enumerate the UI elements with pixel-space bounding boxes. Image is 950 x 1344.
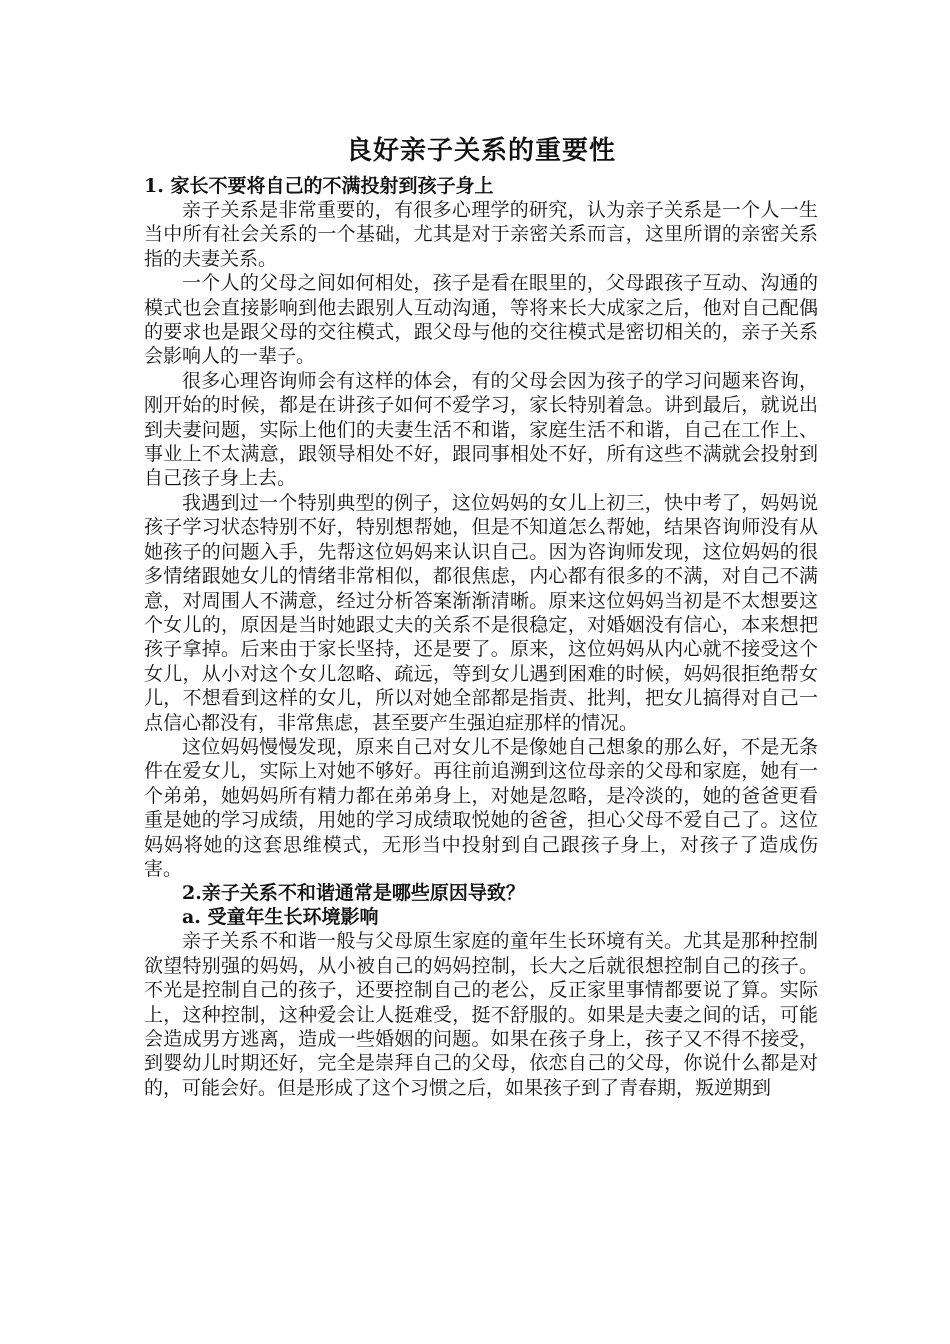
document-title: 良好亲子关系的重要性 — [345, 136, 616, 166]
section-1-paragraph-2: 一个人的父母之间如何相处，孩子是看在眼里的，父母跟孩子互动、沟通的模式也会直接影响到他去跟别人互动沟通，等将来长大成家之后，他对自己配偶的要求也是跟父母的交往模式，跟父母与他的交往模式是密切相关的，亲子关系会影响人的一辈子。 — [144, 272, 818, 368]
section-2-paragraph-1: 亲子关系不和谐一般与父母原生家庭的童年生长环境有关。尤其是那种控制欲望特别强的妈妈，从小被自己的妈妈控制，长大之后就很想控制自己的孩子。不光是控制自己的孩子，还要控制自己的老公，反正家里事情都要说了算。实际上，这种控制，这种爱会让人挺难受，挺不舒服的。如果是夫妻之间的话，可能会造成男方逃离，造成一些婚姻的问题。如果在孩子身上，孩子又不得不接受，到婴幼儿时期还好，完全是崇拜自己的父母，依恋自己的父母，你说什么都是对的，可能会好。但是形成了这个习惯之后，如果孩子到了青春期，叛逆期到 — [144, 930, 818, 1099]
section-1-paragraph-3: 很多心理咨询师会有这样的体会，有的父母会因为孩子的学习问题来咨询，刚开始的时候，都是在讲孩子如何不爱学习，家长特别着急。讲到最后，就说出到夫妻问题，实际上他们的夫妻生活不和谐，家庭生活不和谐，自己在工作上、事业上不太满意，跟领导相处不好，跟同事相处不好，所有这些不满就会投射到自己孩子身上去。 — [144, 369, 818, 490]
section-1-paragraph-5: 这位妈妈慢慢发现，原来自己对女儿不是像她自己想象的那么好，不是无条件在爱女儿，实际上对她不够好。再往前追溯到这位母亲的父母和家庭，她有一个弟弟，她妈妈所有精力都在弟弟身上，对她是忽略，是冷淡的，她的爸爸更看重是她的学习成绩，用她的学习成绩取悦她的爸爸，担心父母不爱自己了。这位妈妈将她的这套思维模式，无形当中投射到自己跟孩子身上，对孩子了造成伤害。 — [144, 735, 818, 880]
document-page — [144, 128, 818, 1100]
section-1-paragraph-1: 亲子关系是非常重要的，有很多心理学的研究，认为亲子关系是一个人一生当中所有社会关系的一个基础，尤其是对于亲密关系而言，这里所谓的亲密关系指的夫妻关系。 — [144, 199, 818, 270]
section-1-heading: 1. 家长不要将自己的不满投射到孩子身上 — [144, 175, 494, 197]
section-2-heading: 2.亲子关系不和谐通常是哪些原因导致？ — [182, 882, 525, 905]
section-1-paragraph-4: 我遇到过一个特别典型的例子，这位妈妈的女儿上初三，快中考了，妈妈说孩子学习状态特别不好，特别想帮她，但是不知道怎么帮她，结果咨询师没有从她孩子的问题入手，先帮这位妈妈来认识自己。因为咨询师发现，这位妈妈的很多情绪跟她女儿的情绪非常相似，都很焦虑，内心都有很多的不满，对自己不满意，对周围人不满意，经过分析答案渐渐清晰。原来这位妈妈当初是不太想要这个女儿的，原因是当时她跟丈夫的关系不是很稳定，对婚姻没有信心，本来想把孩子拿掉。后来由于家长坚持，还是要了。原来，这位妈妈从内心就不接受这个女儿，从小对这个女儿忽略、疏远，等到女儿遇到困难的时候，妈妈很拒绝帮女儿，不想看到这样的女儿，所以对她全部都是指责、批判，把女儿搞得对自己一点信心都没有，非常焦虑，甚至要产生强迫症那样的情况。 — [144, 491, 818, 734]
section-2-subheading: a. 受童年生长环境影响 — [182, 906, 379, 929]
